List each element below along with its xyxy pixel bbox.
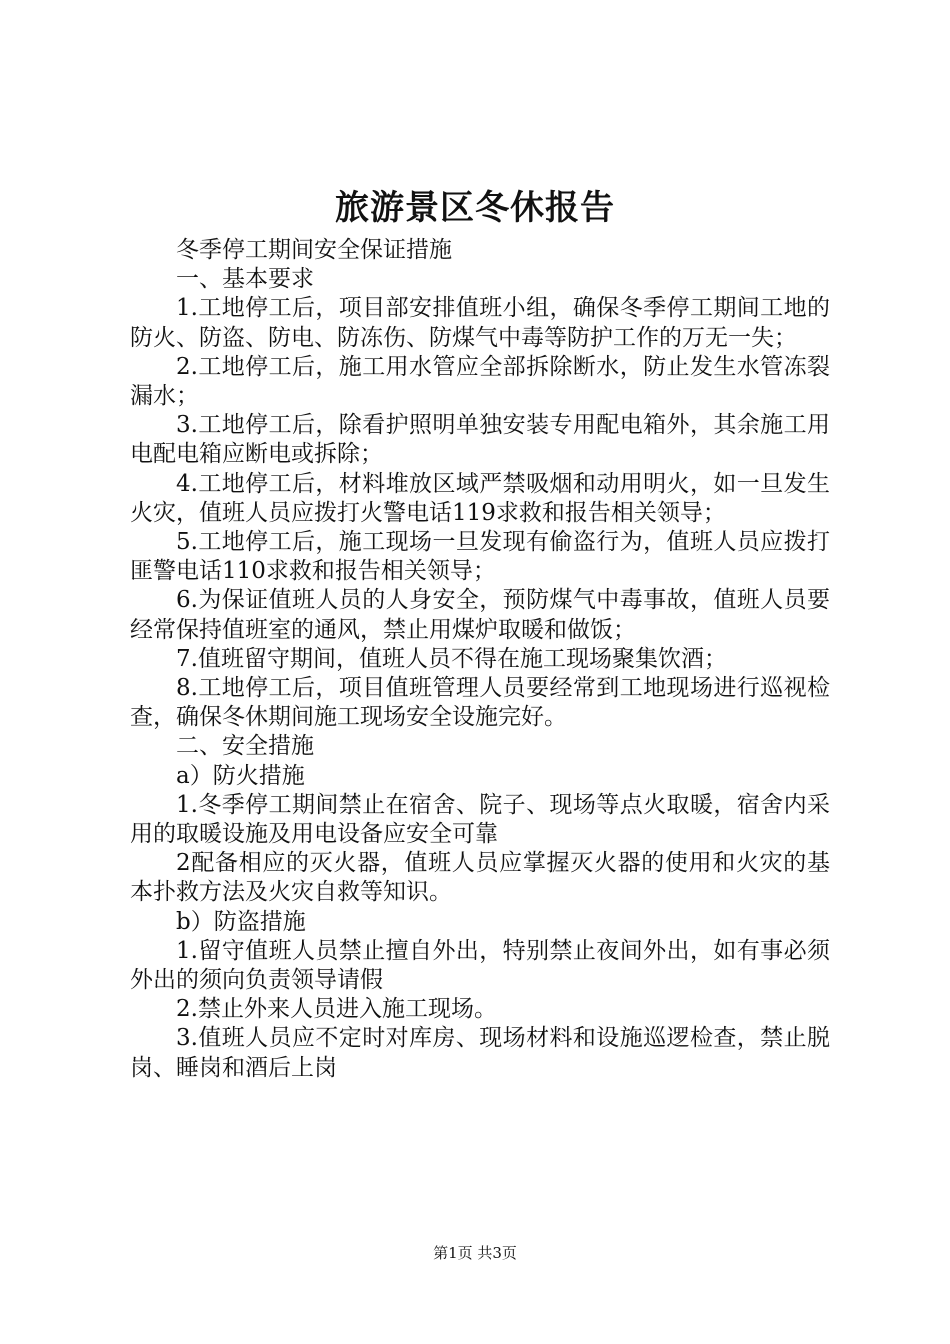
section-heading: 冬季停工期间安全保证措施 (176, 237, 452, 263)
section-heading: 二、安全措施 (176, 733, 314, 760)
list-item: 2.工地停工后，施工用水管应全部拆除断水，防止发生水管冻裂漏水； (130, 353, 830, 410)
page-number-footer: 第1页 共3页 (433, 1244, 517, 1262)
document-body (130, 236, 830, 1083)
list-item: 7.值班留守期间，值班人员不得在施工现场聚集饮酒； (176, 645, 727, 672)
list-item: 8.工地停工后，项目值班管理人员要经常到工地现场进行巡视检查，确保冬休期间施工现场安全设施完好。 (130, 675, 830, 731)
list-item: 1.工地停工后，项目部安排值班小组，确保冬季停工期间工地的防火、防盗、防电、防冻伤、防煤气中毒等防护工作的万无一失； (130, 295, 830, 351)
list-item: 1.冬季停工期间禁止在宿舍、院子、现场等点火取暖，宿舍内采用的取暖设施及用电设备应安全可靠 (130, 791, 830, 848)
list-item: 6.为保证值班人员的人身安全，预防煤气中毒事故，值班人员要经常保持值班室的通风，禁止用煤炉取暖和做饭； (130, 587, 830, 643)
subsection-heading: a）防火措施 (176, 762, 305, 789)
list-item: 5.工地停工后，施工现场一旦发现有偷盗行为，值班人员应拨打匪警电话110求救和报告相关领导； (130, 529, 830, 585)
list-item: 3.工地停工后，除看护照明单独安装专用配电箱外，其余施工用电配电箱应断电或拆除； (130, 412, 830, 468)
list-item: 4.工地停工后，材料堆放区域严禁吸烟和动用明火，如一旦发生火灾，值班人员应拨打火警电话119求救和报告相关领导； (130, 470, 830, 526)
list-item: 1.留守值班人员禁止擅自外出，特别禁止夜间外出，如有事必须外出的须向负责领导请假 (130, 937, 830, 994)
section-heading: 一、基本要求 (176, 266, 314, 293)
list-item: 2配备相应的灭火器，值班人员应掌握灭火器的使用和火灾的基本扑救方法及火灾自救等知识。 (130, 850, 830, 906)
list-item: 3.值班人员应不定时对库房、现场材料和设施巡逻检查，禁止脱岗、睡岗和酒后上岗 (130, 1025, 830, 1081)
subsection-heading: b）防盗措施 (176, 908, 306, 935)
document-title: 旅游景区冬休报告 (335, 188, 615, 228)
list-item: 2.禁止外来人员进入施工现场。 (176, 996, 497, 1023)
